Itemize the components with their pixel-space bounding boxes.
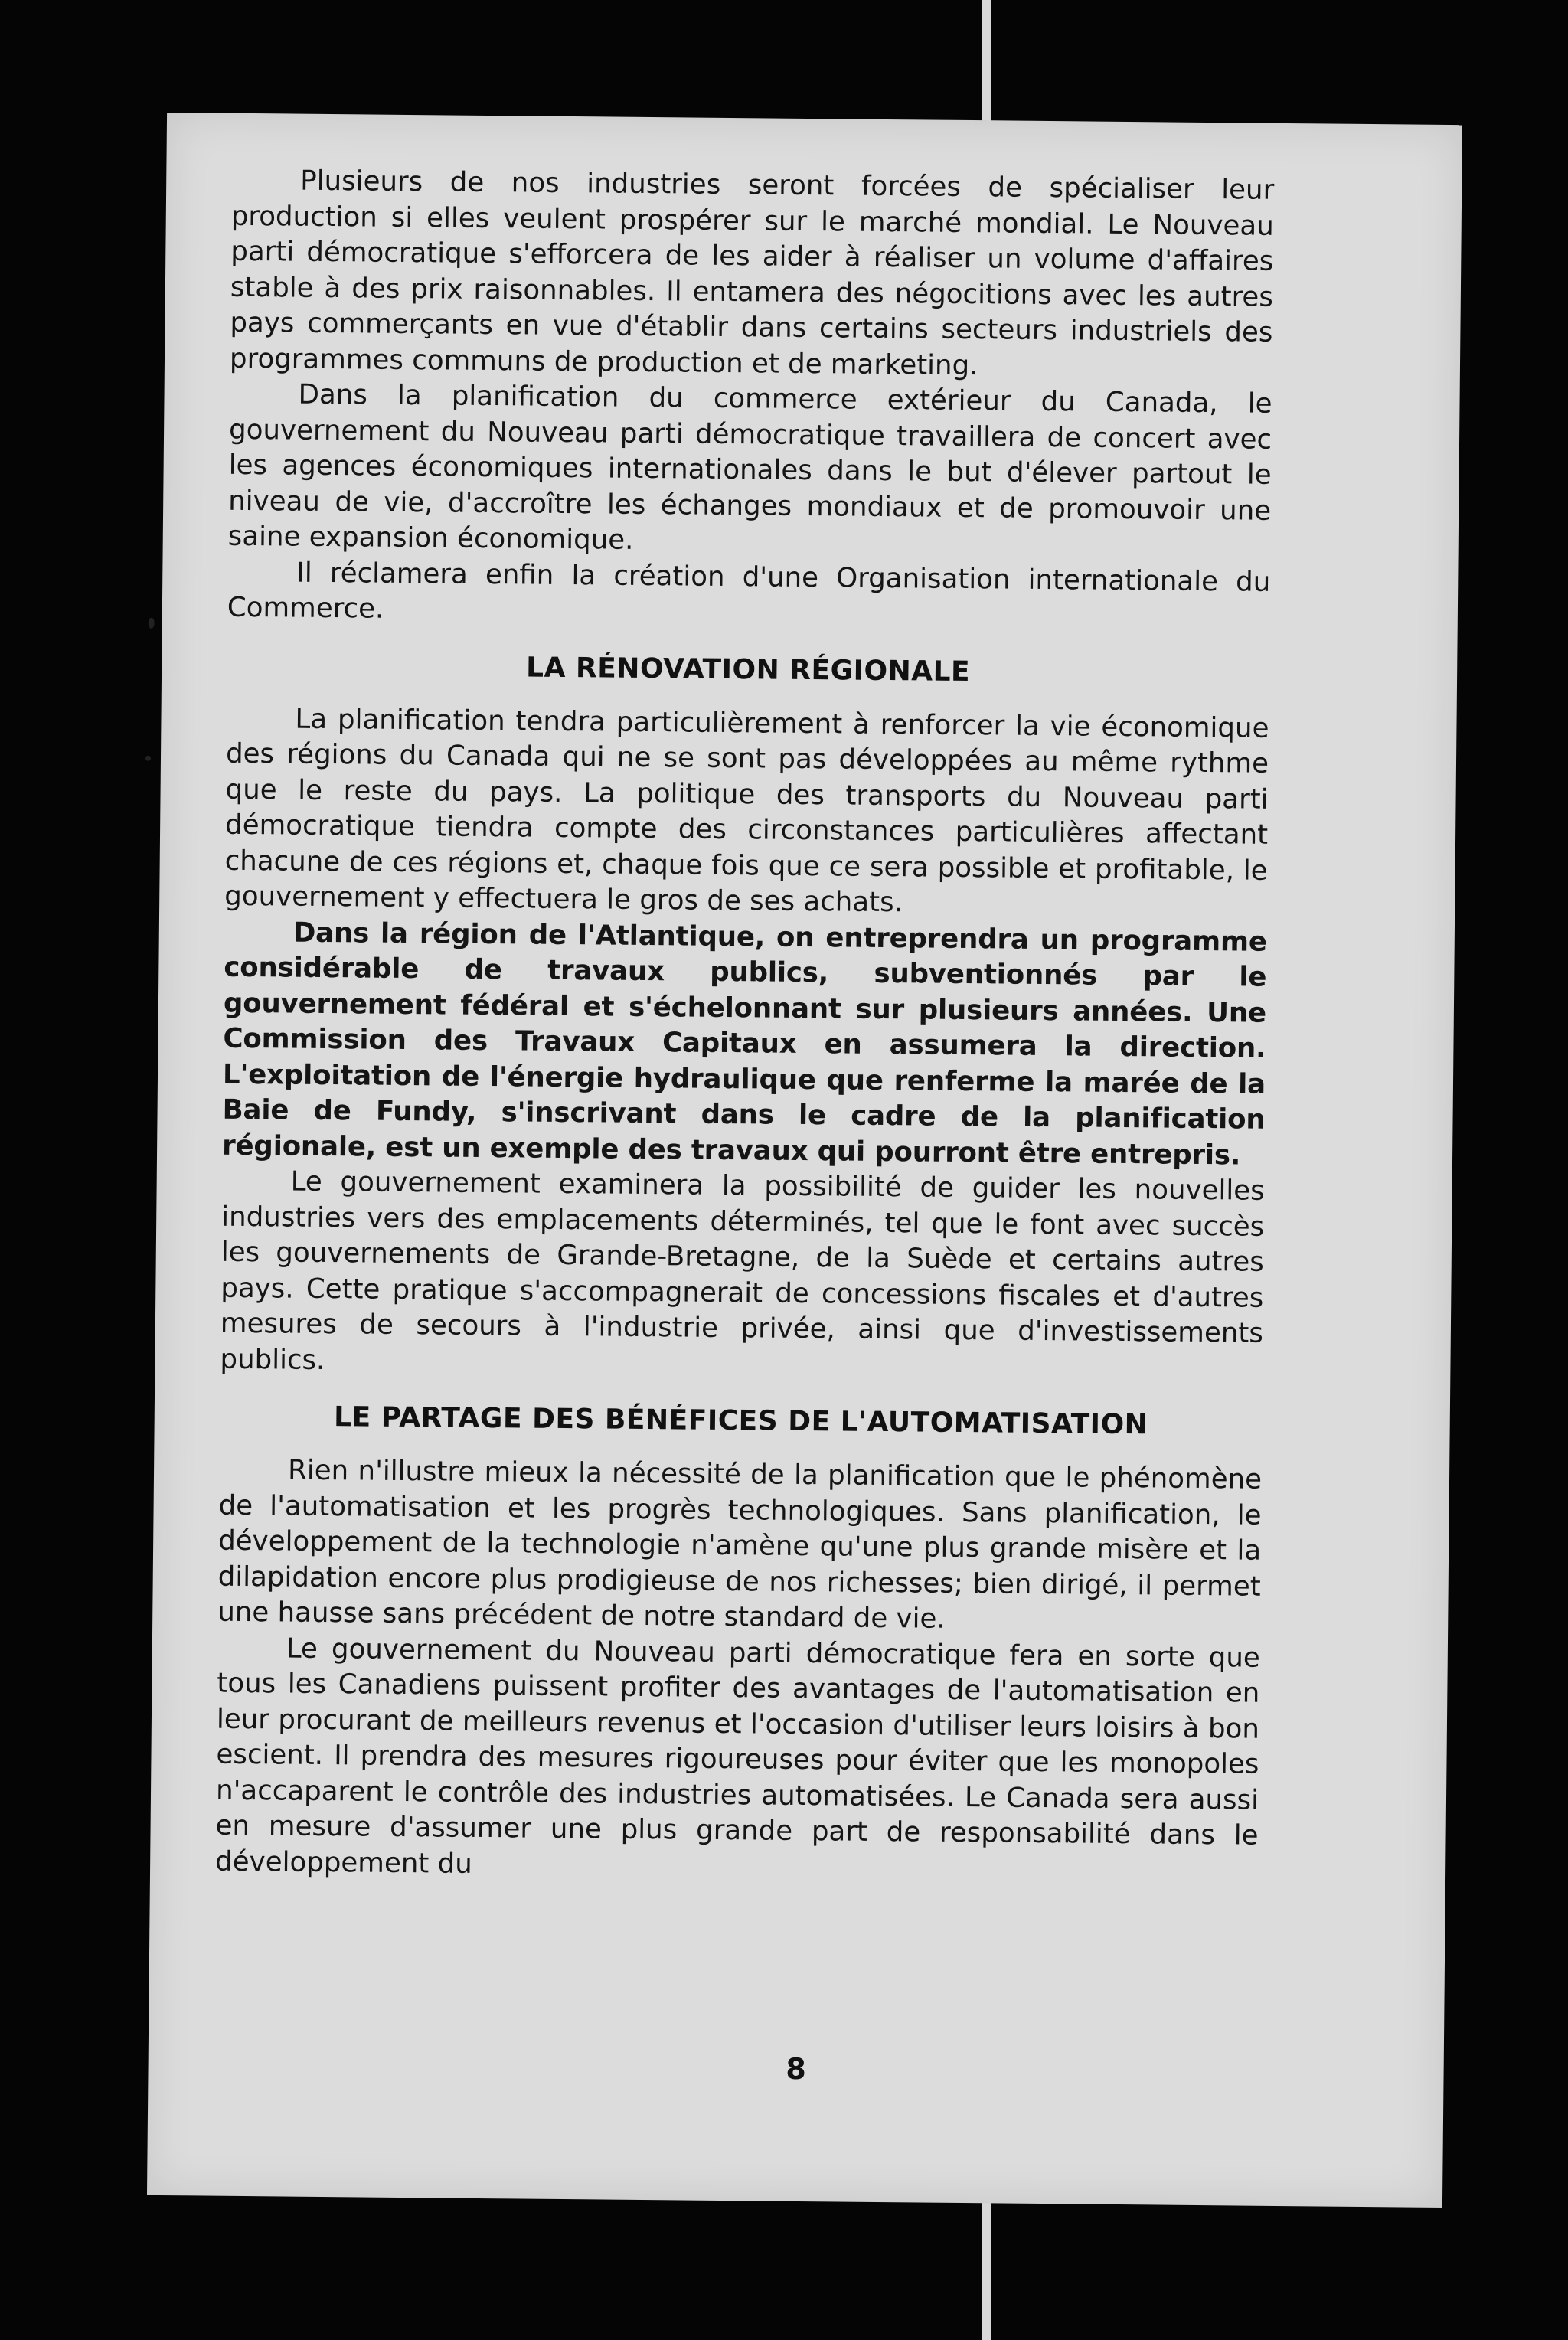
paragraph-nouvelles-industries: Le gouvernement examinera la possibilité de guider les nouvelles industries vers des emplacements déterminés, tel que le font avec succès les gouvernements de Grande-Bretagne, de la Suède et certains autres pays. Cette pratique s'accompagnerait de concessions fiscales et d'autres mesures de secours à l'industrie privée, ainsi que d'investissements publics. [220, 1165, 1265, 1376]
page-content [215, 163, 1274, 1890]
paragraph-organisation-commerce: Il réclamera enfin la création d'une Organisation internationale du Commerce. [227, 557, 1271, 625]
paragraph-commerce-exterieur: Dans la planification du commerce extérieur du Canada, le gouvernement du Nouveau parti démocratique travaillera de concert avec les agences économiques internationales dans le but d'élever partout le niveau de vie, d'accroître les échanges mondiaux et de promouvoir une saine expansion économique. [227, 378, 1272, 556]
page-number: 8 [786, 2051, 807, 2087]
heading-renovation-regionale: LA RÉNOVATION RÉGIONALE [525, 651, 971, 688]
document-page [147, 113, 1462, 2208]
paragraph-planification-regions: La planification tendra particulièrement à renforcer la vie économique des régions du Canada qui ne se sont pas développées au même rythme que le reste du pays. La politique des transports du Nouveau parti démocratique tiendra compte des circonstances particulières affectant chacune de ces régions et, chaque fois que ce sera possible et profitable, le gouvernement y effectuera le gros de ses achats. [224, 703, 1269, 919]
paragraph-specialisation: Plusieurs de nos industries seront forcées de spécialiser leur production si elles veulent prospérer sur le marché mondial. Le Nouveau parti démocratique s'efforcera de les aider à réaliser un volume d'affaires stable à des prix raisonnables. Il entamera des négocitions avec les autres pays commerçants en vue d'établir dans certains secteurs industriels des programmes communs de production et de marketing. [229, 165, 1275, 381]
scan-speck [149, 618, 155, 629]
paragraph-avantages-automatisation: Le gouvernement du Nouveau parti démocratique fera en sorte que tous les Canadiens puissent profiter des avantages de l'automatisation en leur procurant de meilleurs revenus et l'occasion d'utiliser leurs loisirs à bon escient. Il prendra des mesures rigoureuses pour éviter que les monopoles n'accaparent le contrôle des industries automatisées. Le Canada sera aussi en mesure d'assumer une plus grande part de responsabilité dans le développement du [214, 1632, 1260, 1880]
scan-speck [145, 756, 151, 761]
paragraph-automatisation: Rien n'illustre mieux la nécessité de la planification que le phénomène de l'automatisation et les progrès technologiques. Sans planification, le développement de la technologie n'amène qu'une plus grande misère et la dilapidation encore plus prodigieuse de nos richesses; bien dirigé, il permet une hausse sans précédent de notre standard de vie. [217, 1454, 1263, 1635]
paragraph-atlantique-bold: Dans la région de l'Atlantique, on entreprendra un programme considérable de travaux publics, subventionnés par le gouvernement fédéral et s'échelonnant sur plusieurs années. Une Commission des Travaux Capitaux en assumera la direction. L'exploitation de l'énergie hydraulique que renferme la marée de la Baie de Fundy, s'inscrivant dans le cadre de la planification régionale, est un exemple des travaux qui pourront être entrepris. [221, 917, 1267, 1171]
binding-line-bottom [982, 2190, 991, 2340]
heading-partage-automatisation: LE PARTAGE DES BÉNÉFICES DE L'AUTOMATISATION [333, 1401, 1148, 1441]
